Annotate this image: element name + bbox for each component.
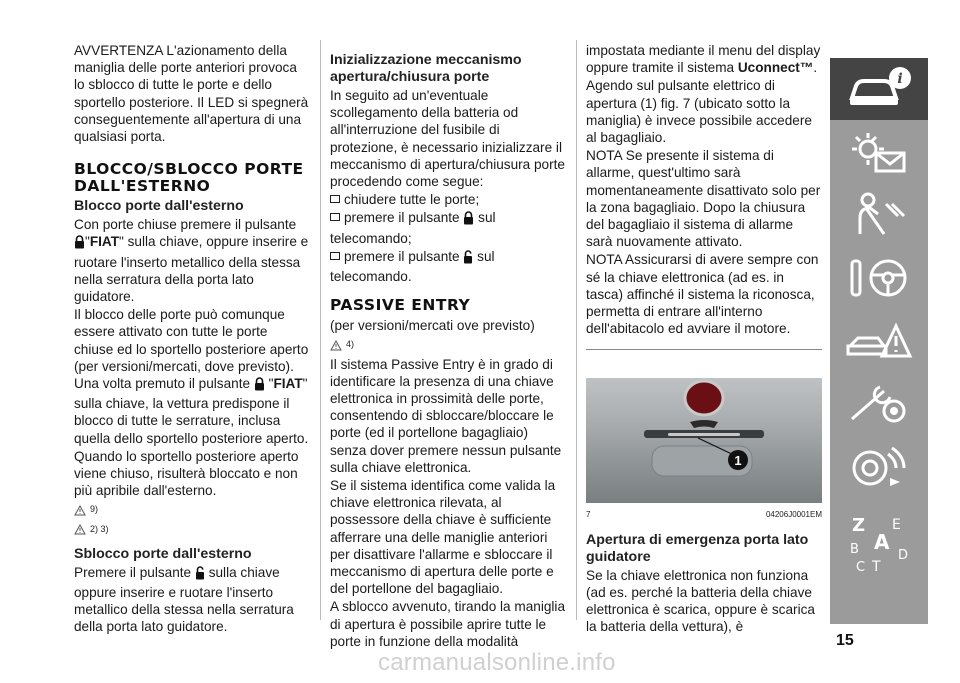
column-3 [586, 42, 822, 636]
bullet-icon [330, 195, 340, 203]
subsection-heading: Inizializzazione meccanismo apertura/chiusura porte [330, 52, 522, 85]
section-heading: PASSIVE ENTRY [330, 296, 471, 315]
fiat-logo [685, 381, 723, 415]
svg-text:E: E [892, 517, 901, 533]
page-number: 15 [836, 632, 854, 649]
paragraph: Se la chiave elettronica non funziona (ad es. perché la batteria della chiave elettronica è scarica, oppure è scarica la batteria della vettura), è [586, 567, 815, 635]
driving-icon [844, 253, 914, 303]
svg-text:Z: Z [852, 515, 866, 536]
safety-icon [844, 190, 914, 240]
paragraph: Quando lo sportello posteriore aperto viene chiuso, risulterà bloccato e non più apribile dall'esterno. [74, 448, 299, 499]
trunk-figure [586, 378, 822, 503]
bullet-icon [330, 252, 340, 260]
paragraph: In seguito ad un'eventuale scollegamento della batteria od all'interruzione del fusibile di protezione, è necessario inizializzare il meccanismo di apertura/chiusura porte procedendo come segue: [330, 88, 565, 190]
tab-driving[interactable] [830, 247, 928, 309]
unlock-icon [463, 250, 473, 268]
list-item: premere il pulsante sul telecomando. [330, 248, 495, 285]
paragraph: Premere il pulsante sulla chiave oppure inserire e ruotare l'inserto metallico della stessa nella serratura della porta lato guidatore. [74, 564, 294, 635]
column-2 [330, 42, 566, 651]
section-heading: BLOCCO/SBLOCCO PORTE DALL'ESTERNO [74, 160, 304, 196]
warning-triangle-icon [74, 505, 86, 516]
tab-multimedia[interactable] [830, 436, 928, 498]
warning-reference: 4) [330, 336, 566, 353]
warning-triangle-icon [330, 340, 342, 351]
car-info-icon [844, 64, 914, 114]
tab-car-info[interactable] [830, 58, 928, 120]
warning-triangle-icon [74, 524, 86, 535]
divider [586, 349, 822, 350]
lock-icon [463, 211, 474, 229]
paragraph: (per versioni/mercati ove previsto) [330, 318, 535, 334]
watermark: carmanualsonline.info [378, 649, 616, 676]
paragraph: Con porte chiuse premere il pulsante "FIAT" sulla chiave, oppure inserire e ruotare l'inserto metallico della stessa nella serratura della porta lato guidatore. [74, 217, 309, 305]
bullet-icon [330, 213, 340, 221]
paragraph: Il sistema Passive Entry è in grado di identificare la presenza di una chiave elettronica in prossimità delle porte, consentendo di sbloccare/bloccare le porte (ed il portellone bagagliaio) senza dover premere nessun pulsante sulla chiave elettronica. [330, 356, 562, 475]
tab-maintenance[interactable] [830, 373, 928, 435]
svg-text:1: 1 [734, 453, 742, 469]
warning-paragraph: AVVERTENZA L'azionamento della maniglia delle porte anteriori provoca lo sblocco di tutte le porte e dello sportello posteriore. Il LED si spegnerà conseguentemente all'apertura di una qualsiasi porta. [74, 43, 309, 145]
tab-index[interactable] [830, 499, 928, 587]
column-1 [74, 42, 310, 637]
warning-lights-icon [844, 127, 914, 177]
index-icon [844, 511, 914, 575]
paragraph: NOTA Se presente il sistema di allarme, quest'ultimo sarà momentaneamente disattivato solo per la zona bagagliaio. Dopo la chiusura del bagagliaio il sistema di allarme sarà nuovamente attivato. [586, 148, 821, 250]
multimedia-icon [844, 442, 914, 492]
figure-caption: 7 04206J0001EM [586, 510, 822, 520]
unlock-icon [195, 566, 205, 584]
tab-safety[interactable] [830, 184, 928, 246]
warning-reference: 2) 3) [74, 521, 310, 538]
svg-text:C: C [856, 560, 866, 575]
svg-text:i: i [897, 71, 903, 87]
warning-reference: 9) [74, 501, 310, 518]
paragraph: NOTA Assicurarsi di avere sempre con sé la chiave elettronica (ad es. in tasca) affinché il sistema la riconosca, permetta di entrare all'interno dell'abitacolo ed avviare il motore. [586, 252, 819, 337]
paragraph: Agendo sul pulsante elettrico di apertura (1) fig. 7 (ubicato sotto la maniglia) è invece possibile accedere al bagagliaio. [586, 78, 812, 146]
tab-warning-lights[interactable] [830, 121, 928, 183]
list-item: premere il pulsante sul telecomando; [330, 210, 496, 246]
list-item: chiudere tutte le porte; [330, 191, 566, 208]
column-separator [320, 40, 321, 620]
paragraph: A sblocco avvenuto, tirando la maniglia di apertura è possibile aprire tutte le porte in funzione della modalità [330, 599, 566, 649]
lock-icon [74, 235, 85, 253]
maintenance-icon [844, 379, 914, 429]
subsection-heading: Blocco porte dall'esterno [74, 198, 244, 215]
svg-text:B: B [850, 542, 859, 557]
svg-text:T: T [872, 559, 881, 575]
tab-emergency[interactable] [830, 310, 928, 372]
chapter-sidebar [830, 58, 928, 624]
paragraph: impostata mediante il menu del display oppure tramite il sistema Uconnect™. [586, 43, 821, 76]
subsection-heading: Apertura di emergenza porta lato guidatore [586, 531, 809, 565]
subsection-heading: Sblocco porte dall'esterno [74, 545, 252, 562]
svg-text:D: D [898, 548, 909, 563]
paragraph: Se il sistema identifica come valida la chiave elettronica rilevata, al possessore della chiave è sufficiente afferrare una delle maniglie anteriori per disattivare l'allarme e sbloccare il meccanismo di apertura delle porte e del portellone del bagagliaio. [330, 478, 556, 597]
svg-text:A: A [874, 530, 890, 554]
emergency-icon [844, 316, 914, 366]
lock-icon [254, 377, 265, 395]
column-separator [576, 40, 577, 620]
paragraph: Il blocco delle porte può comunque essere attivato con tutte le porte chiuse ed lo sportello posteriore aperto (per versioni/mercati, dove previsto). Una volta premuto il pulsante "FIAT" sulla chiave, la vettura predispone il blocco di tutte le serrature, inclusa quella dello sportello posteriore aperto. [74, 307, 309, 446]
trunk-photo [586, 378, 822, 503]
